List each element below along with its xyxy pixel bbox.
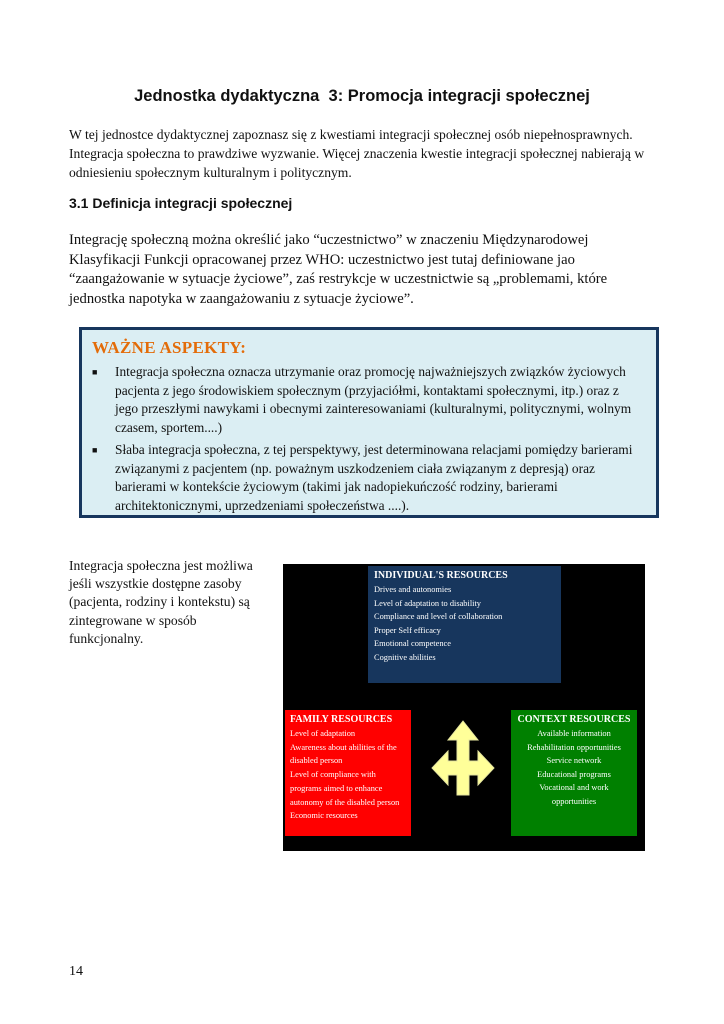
list-item-line: związanymi z pacjentem (np. poważnym uszkodzeniem ciała związanym z depresją) oraz — [115, 460, 595, 476]
individual-resource-item: Cognitive abilities — [374, 652, 436, 662]
side-line: funkcjonalny. — [69, 630, 144, 646]
important-aspects-heading: WAŻNE ASPEKTY: — [92, 338, 247, 357]
important-aspects-box — [79, 327, 659, 518]
context-resources-title: CONTEXT RESOURCES — [517, 714, 631, 725]
side-line: Integracja społeczna jest możliwa — [69, 558, 253, 573]
section-heading: 3.1 Definicja integracji społecznej — [69, 195, 293, 211]
page-number: 14 — [69, 964, 83, 979]
context-resources-box — [511, 710, 637, 836]
three-way-arrow-icon — [431, 720, 495, 796]
resources-diagram — [283, 564, 645, 851]
definition-paragraph — [69, 231, 654, 309]
list-item-line: pacjenta z jego środowiskiem społecznym (przyjaciółmi, kontaktami społecznymi, itp.) oraz z — [115, 382, 619, 398]
individual-resource-item: Drives and autonomies — [374, 585, 452, 594]
individual-resource-item: Proper Self efficacy — [374, 625, 441, 635]
list-item-line: Integracja społeczna oznacza utrzymanie oraz promocję najważniejszych związków życiowych — [115, 364, 626, 379]
page-title: Jednostka dydaktyczna 3: Promocja integracji społecznej — [134, 87, 590, 105]
list-item-line: jego przeszłymi nawykami i obecnymi zainteresowaniami (kulturalnymi, politycznymi, wolnym — [115, 401, 632, 416]
family-resources-box — [285, 710, 411, 836]
family-resource-item: programs aimed to enhance — [290, 783, 383, 793]
context-resource-item: Available information — [537, 729, 611, 738]
family-resources-title: FAMILY RESOURCES — [290, 714, 393, 725]
context-resource-item: Vocational and work — [539, 783, 609, 792]
individual-resource-item: Compliance and level of collaboration — [374, 612, 503, 621]
square-bullet-icon: ■ — [92, 367, 98, 377]
individual-resource-item: Emotional competence — [374, 639, 451, 648]
list-item-line: czasem, sportem....) — [115, 419, 223, 435]
list-item — [92, 363, 646, 437]
family-resource-item: disabled person — [290, 756, 343, 766]
important-aspects-list — [92, 363, 646, 515]
family-resource-item: autonomy of the disabled person — [290, 797, 400, 807]
family-resource-item: Awareness about abilities of the — [290, 742, 397, 752]
intro-line: odniesieniu społecznym kulturalnym i politycznym. — [69, 165, 352, 180]
list-item-line: architektonicznymi, uprzedzeniami społeczeństwa ....). — [115, 497, 410, 513]
context-resource-item: Educational programs — [537, 769, 611, 779]
arrow-shape — [432, 721, 494, 795]
list-item-line: Słaba integracja społeczna, z tej perspektywy, jest determinowana relacjami pomiędzy barierami — [115, 442, 633, 457]
context-resource-item: Service network — [546, 756, 602, 765]
definition-line: Klasyfikacji Funkcji opracowanej przez WHO: uczestnictwo jest tutaj definiowane jao — [69, 251, 575, 268]
context-resource-item: Rehabilitation opportunities — [527, 742, 621, 752]
side-line: zintegrowane w sposób — [69, 612, 197, 628]
side-line: jeśli wszystkie dostępne zasoby — [69, 576, 242, 592]
context-resource-item: opportunities — [551, 796, 597, 806]
family-resource-item: Economic resources — [290, 811, 358, 821]
side-paragraph — [69, 557, 264, 648]
individual-resources-title: INDIVIDUAL'S RESOURCES — [374, 570, 508, 581]
definition-line: jednostka napotyka w zaangażowaniu z sytuacje życiowe”. — [69, 290, 414, 307]
list-item-line: barierami w kontekście życiowym (takimi jak nadopiekuńczość rodziny, barierami — [115, 479, 558, 494]
family-resource-item: Level of adaptation — [290, 729, 356, 738]
intro-paragraph — [69, 125, 669, 182]
individual-resources-box — [368, 566, 561, 683]
individual-resource-item: Level of adaptation to disability — [374, 598, 481, 608]
definition-line: “zaangażowanie w sytuacje życiowe”, zaś restrykcje w uczestnictwie są „problemami, które — [69, 271, 608, 287]
intro-line: Integracja społeczna to prawdziwe wyzwanie. Więcej znaczenia kwestie integracji społecznej nabierają w — [69, 146, 645, 161]
side-line: (pacjenta, rodziny i kontekstu) są — [69, 594, 250, 610]
definition-line: Integrację społeczną można określić jako “uczestnictwo” w znaczeniu Międzynarodowej — [69, 232, 589, 248]
family-resource-item: Level of compliance with — [290, 770, 376, 780]
square-bullet-icon: ■ — [92, 445, 98, 455]
list-item — [92, 441, 646, 515]
intro-line: W tej jednostce dydaktycznej zapoznasz się z kwestiami integracji społecznej osób niepełnosprawnych. — [69, 127, 633, 142]
